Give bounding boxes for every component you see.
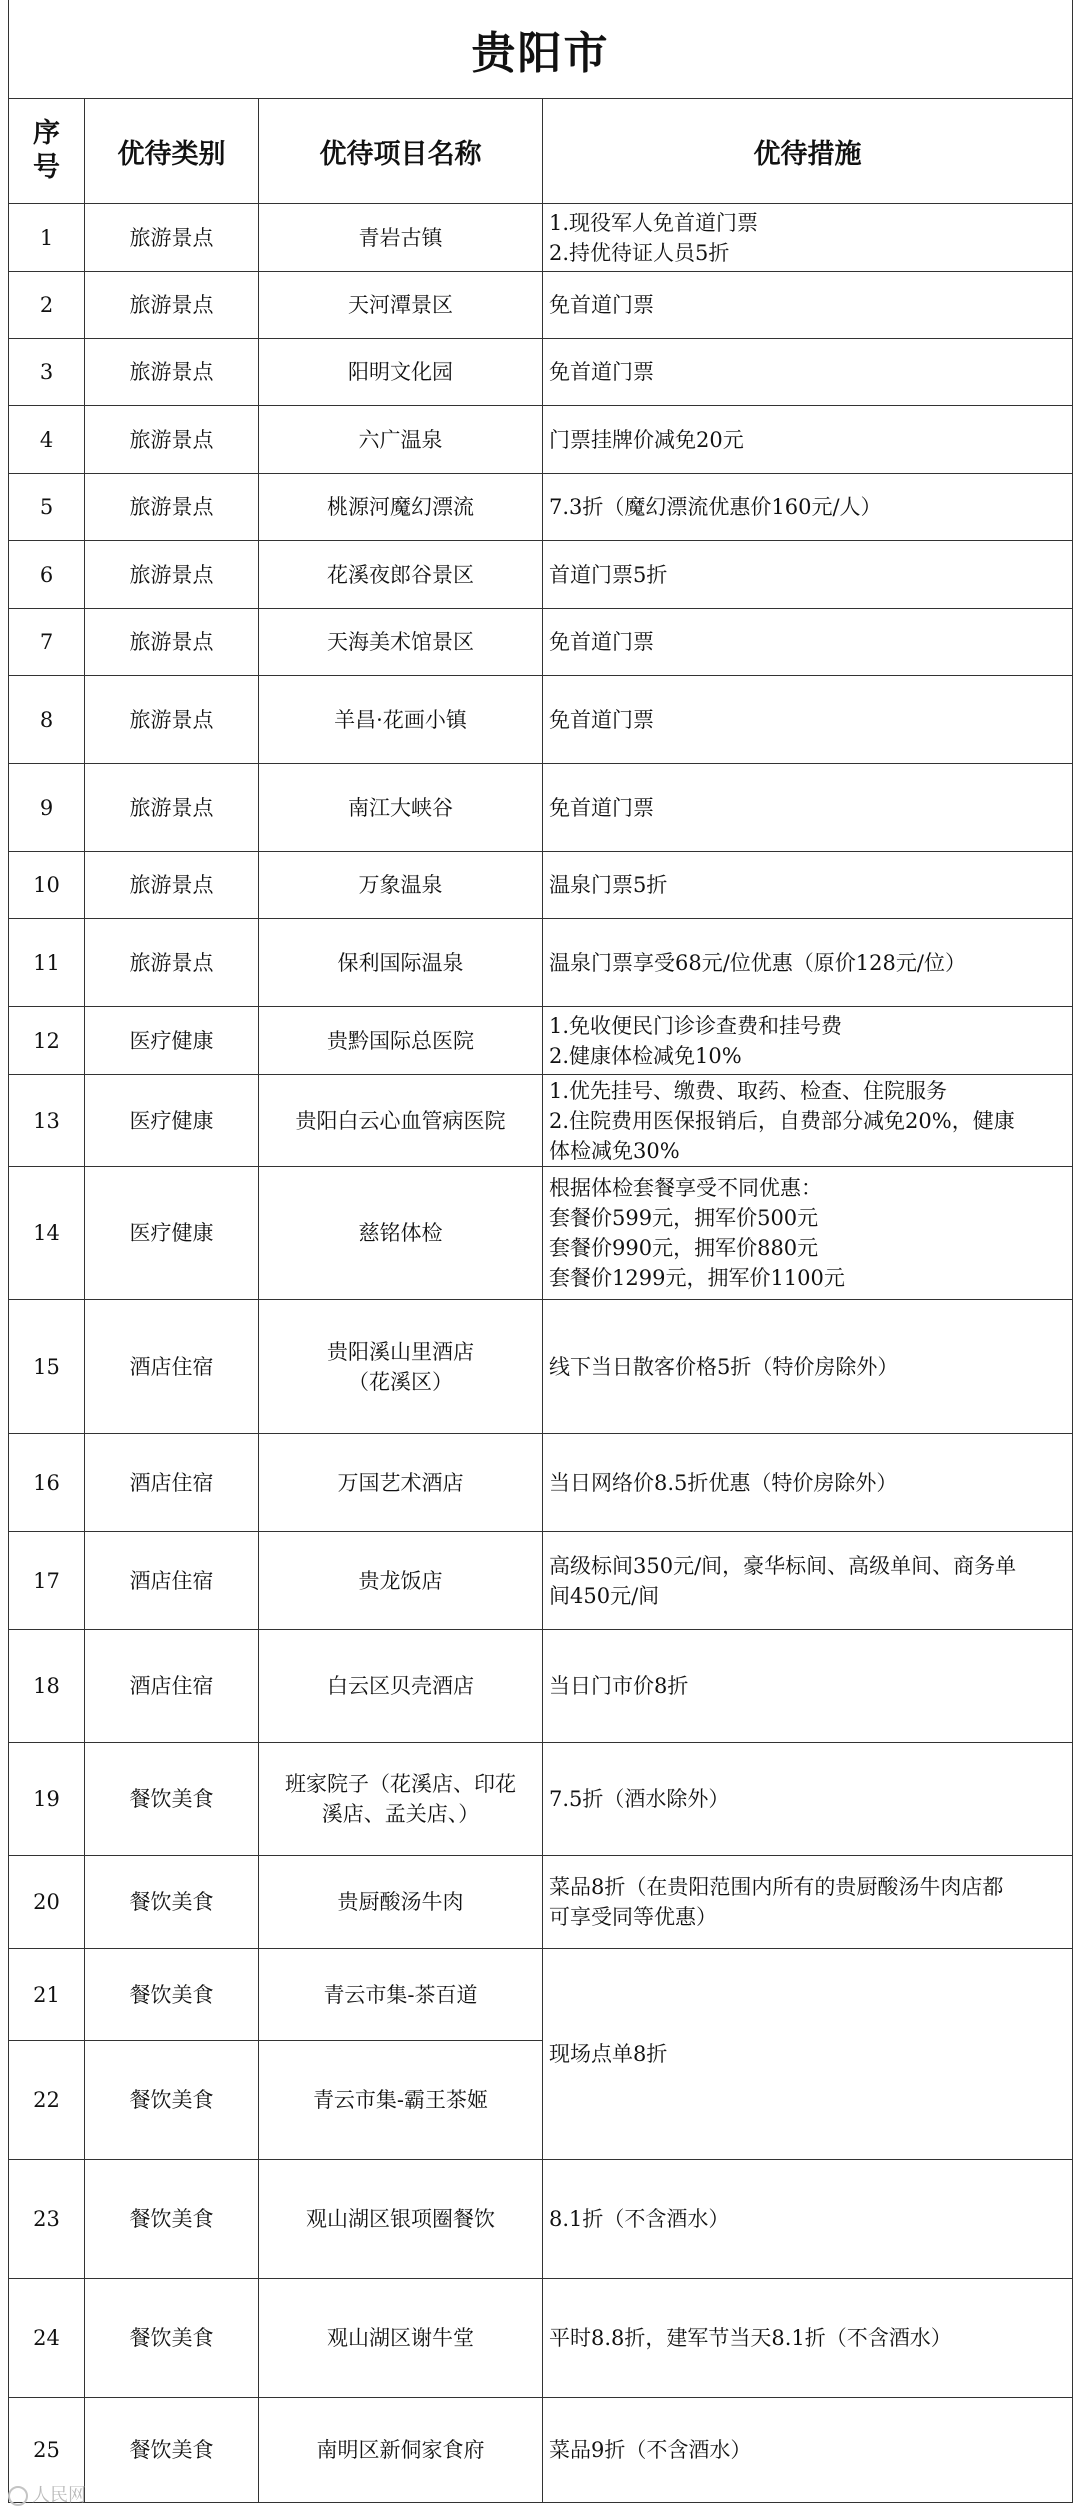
- project-line: 南明区新侗家食府: [316, 2438, 485, 2462]
- project-line: 万象温泉: [358, 873, 443, 897]
- header-seq-line1: 序: [33, 118, 60, 149]
- cell-seq: 14: [9, 1167, 85, 1300]
- page-title: 贵阳市: [9, 0, 1073, 99]
- measure-line: 高级标间350元/间，豪华标间、高级单间、商务单: [549, 1553, 1017, 1578]
- project-line: 青岩古镇: [358, 225, 443, 250]
- project-line: 慈铭体检: [358, 1221, 443, 1245]
- project-line: 贵阳白云心血管病医院: [295, 1108, 506, 1133]
- measure-line: 间450元/间: [549, 1583, 660, 1608]
- table-row: [9, 1007, 1073, 1075]
- cell-project: [259, 272, 543, 339]
- header-project: 优待项目名称: [259, 99, 543, 204]
- header-seq: [9, 99, 85, 204]
- table-row: [9, 852, 1073, 919]
- table-row: [9, 474, 1073, 541]
- cell-measures: [543, 2279, 1073, 2398]
- cell-measures: [543, 764, 1073, 852]
- cell-measures: [543, 339, 1073, 406]
- cell-project: [259, 406, 543, 474]
- cell-seq: 15: [9, 1300, 85, 1434]
- cell-category: 旅游景点: [85, 852, 259, 919]
- cell-category: 旅游景点: [85, 204, 259, 272]
- table-row: [9, 406, 1073, 474]
- project-line: 白云区贝壳酒店: [327, 1674, 474, 1698]
- table-body: [9, 204, 1073, 2503]
- project-line: 观山湖区银项圈餐饮: [306, 2207, 495, 2231]
- cell-seq: 7: [9, 609, 85, 676]
- measure-line: 温泉门票享受68元/位优惠（原价128元/位）: [549, 950, 966, 975]
- measure-line: 温泉门票5折: [549, 873, 668, 897]
- cell-project: [259, 1856, 543, 1949]
- table-row: [9, 204, 1073, 272]
- measure-line: 免首道门票: [549, 707, 654, 732]
- table-row: [9, 339, 1073, 406]
- table-row: [9, 1434, 1073, 1532]
- measure-line: 菜品9折（不含酒水）: [549, 2438, 752, 2462]
- cell-project: [259, 1007, 543, 1075]
- header-seq-line2: 号: [33, 152, 60, 183]
- measure-line: 2.健康体检减免10%: [549, 1043, 742, 1068]
- measure-line: 2.持优待证人员5折: [549, 240, 730, 265]
- project-line: 天海美术馆景区: [327, 630, 474, 654]
- cell-seq: 23: [9, 2160, 85, 2279]
- measure-line: 菜品8折（在贵阳范围内所有的贵厨酸汤牛肉店都: [549, 1875, 1004, 1899]
- project-line: 青云市集-霸王茶姬: [312, 2088, 489, 2112]
- cell-measures: [543, 1007, 1073, 1075]
- measure-line: 可享受同等优惠）: [549, 1905, 717, 1929]
- measure-line: 套餐价1299元，拥军价1100元: [549, 1266, 845, 1290]
- measure-line: 体检减免30%: [549, 1138, 680, 1163]
- table-row: [9, 1075, 1073, 1167]
- project-line: （花溪区）: [348, 1369, 453, 1394]
- project-line: 贵黔国际总医院: [327, 1028, 474, 1053]
- document: [8, 0, 1072, 2503]
- project-line: 观山湖区谢牛堂: [327, 2326, 474, 2350]
- cell-category: 旅游景点: [85, 919, 259, 1007]
- project-line: 贵阳溪山里酒店: [327, 1339, 474, 1364]
- cell-project: [259, 2160, 543, 2279]
- cell-seq: 20: [9, 1856, 85, 1949]
- cell-project: [259, 1532, 543, 1630]
- cell-measures: [543, 272, 1073, 339]
- cell-measures: [543, 2160, 1073, 2279]
- cell-seq: 4: [9, 406, 85, 474]
- project-line: 贵龙饭店: [358, 1568, 443, 1593]
- cell-project: [259, 2279, 543, 2398]
- header-category: 优待类别: [85, 99, 259, 204]
- cell-measures: [543, 1949, 1073, 2160]
- cell-project: [259, 1075, 543, 1167]
- cell-measures: [543, 1856, 1073, 1949]
- cell-project: [259, 764, 543, 852]
- measure-line: 线下当日散客价格5折（特价房除外）: [549, 1354, 899, 1379]
- project-line: 桃源河魔幻漂流: [327, 495, 474, 519]
- cell-seq: 25: [9, 2398, 85, 2503]
- table-row: [9, 2160, 1073, 2279]
- cell-measures: [543, 1630, 1073, 1743]
- cell-seq: 17: [9, 1532, 85, 1630]
- cell-project: [259, 339, 543, 406]
- cell-category: 餐饮美食: [85, 2279, 259, 2398]
- measure-line: 平时8.8折，建军节当天8.1折（不含酒水）: [549, 2326, 952, 2350]
- cell-category: 医疗健康: [85, 1007, 259, 1075]
- cell-measures: [543, 852, 1073, 919]
- project-line: 羊昌·花画小镇: [334, 707, 467, 732]
- measure-line: 现场点单8折: [549, 2042, 668, 2066]
- project-line: 六广温泉: [358, 427, 443, 452]
- cell-seq: 18: [9, 1630, 85, 1743]
- table-row: [9, 1949, 1073, 2041]
- cell-category: 旅游景点: [85, 474, 259, 541]
- measure-line: 免首道门票: [549, 795, 654, 820]
- cell-project: [259, 204, 543, 272]
- watermark: [8, 2481, 86, 2507]
- cell-seq: 3: [9, 339, 85, 406]
- preferential-table: [8, 0, 1073, 2503]
- project-line: 万国艺术酒店: [337, 1470, 464, 1495]
- cell-project: [259, 541, 543, 609]
- project-line: 花溪夜郎谷景区: [327, 562, 474, 587]
- title-row: [9, 0, 1073, 99]
- cell-measures: [543, 919, 1073, 1007]
- cell-category: 旅游景点: [85, 406, 259, 474]
- cell-project: [259, 1434, 543, 1532]
- measure-line: 1.现役军人免首道门票: [549, 210, 759, 235]
- cell-seq: 13: [9, 1075, 85, 1167]
- table-row: [9, 2279, 1073, 2398]
- cell-measures: [543, 1434, 1073, 1532]
- measure-line: 8.1折（不含酒水）: [549, 2207, 730, 2231]
- cell-category: 酒店住宿: [85, 1434, 259, 1532]
- cell-measures: [543, 474, 1073, 541]
- measure-line: 免首道门票: [549, 293, 654, 317]
- project-line: 班家院子（花溪店、印花: [285, 1772, 516, 1796]
- cell-measures: [543, 1075, 1073, 1167]
- cell-seq: 16: [9, 1434, 85, 1532]
- cell-measures: [543, 1532, 1073, 1630]
- cell-measures: [543, 204, 1073, 272]
- cell-measures: [543, 2398, 1073, 2503]
- cell-project: [259, 1167, 543, 1300]
- table-row: [9, 1743, 1073, 1856]
- cell-measures: [543, 676, 1073, 764]
- cell-seq: 5: [9, 474, 85, 541]
- measure-line: 门票挂牌价减免20元: [549, 427, 744, 452]
- cell-category: 餐饮美食: [85, 2160, 259, 2279]
- measure-line: 当日门市价8折: [549, 1674, 689, 1698]
- measure-line: 根据体检套餐享受不同优惠：: [549, 1176, 822, 1200]
- table-row: [9, 272, 1073, 339]
- cell-seq: 9: [9, 764, 85, 852]
- cell-project: [259, 2398, 543, 2503]
- measure-line: 免首道门票: [549, 360, 654, 384]
- measure-line: 7.5折（酒水除外）: [549, 1787, 730, 1811]
- cell-seq: 8: [9, 676, 85, 764]
- cell-category: 酒店住宿: [85, 1532, 259, 1630]
- cell-category: 旅游景点: [85, 541, 259, 609]
- watermark-text: 人民网: [32, 2485, 86, 2506]
- table-row: [9, 609, 1073, 676]
- table-row: [9, 1532, 1073, 1630]
- measure-line: 免首道门票: [549, 630, 654, 654]
- header-measures: 优待措施: [543, 99, 1073, 204]
- measure-line: 首道门票5折: [549, 562, 668, 587]
- cell-category: 旅游景点: [85, 676, 259, 764]
- cell-category: 旅游景点: [85, 339, 259, 406]
- cell-category: 旅游景点: [85, 272, 259, 339]
- cell-seq: 12: [9, 1007, 85, 1075]
- table-row: [9, 1856, 1073, 1949]
- cell-seq: 1: [9, 204, 85, 272]
- cell-project: [259, 676, 543, 764]
- project-line: 溪店、孟关店、）: [321, 1802, 480, 1826]
- measure-line: 1.免收便民门诊诊查费和挂号费: [549, 1013, 843, 1038]
- cell-project: [259, 1630, 543, 1743]
- cell-category: 医疗健康: [85, 1075, 259, 1167]
- measure-line: 套餐价599元，拥军价500元: [549, 1206, 819, 1230]
- cell-seq: 21: [9, 1949, 85, 2041]
- cell-category: 餐饮美食: [85, 2041, 259, 2160]
- cell-category: 酒店住宿: [85, 1630, 259, 1743]
- measure-line: 1.优先挂号、缴费、取药、检查、住院服务: [549, 1078, 948, 1103]
- table-row: [9, 1167, 1073, 1300]
- cell-measures: [543, 1167, 1073, 1300]
- cell-measures: [543, 609, 1073, 676]
- cell-measures: [543, 406, 1073, 474]
- cell-project: [259, 1743, 543, 1856]
- cell-measures: [543, 1743, 1073, 1856]
- measure-line: 当日网络价8.5折优惠（特价房除外）: [549, 1470, 898, 1495]
- cell-category: 餐饮美食: [85, 1743, 259, 1856]
- cell-measures: [543, 541, 1073, 609]
- table-row: [9, 676, 1073, 764]
- measure-line: 7.3折（魔幻漂流优惠价160元/人）: [549, 495, 882, 519]
- cell-category: 医疗健康: [85, 1167, 259, 1300]
- cell-category: 酒店住宿: [85, 1300, 259, 1434]
- table-row: [9, 2398, 1073, 2503]
- table-row: [9, 1300, 1073, 1434]
- measure-line: 2.住院费用医保报销后，自费部分减免20%，健康: [549, 1108, 1015, 1133]
- measure-line: 套餐价990元，拥军价880元: [549, 1236, 819, 1260]
- header-row: [9, 99, 1073, 204]
- project-line: 青云市集-茶百道: [323, 1982, 478, 2007]
- cell-category: 餐饮美食: [85, 1856, 259, 1949]
- table-row: [9, 919, 1073, 1007]
- cell-category: 旅游景点: [85, 609, 259, 676]
- cell-category: 旅游景点: [85, 764, 259, 852]
- project-line: 南江大峡谷: [348, 795, 453, 820]
- project-line: 阳明文化园: [348, 360, 453, 384]
- cell-seq: 10: [9, 852, 85, 919]
- cell-project: [259, 919, 543, 1007]
- table-row: [9, 764, 1073, 852]
- cell-category: 餐饮美食: [85, 2398, 259, 2503]
- cell-project: [259, 474, 543, 541]
- cell-seq: 24: [9, 2279, 85, 2398]
- table-row: [9, 1630, 1073, 1743]
- table-row: [9, 541, 1073, 609]
- cell-category: 餐饮美食: [85, 1949, 259, 2041]
- cell-seq: 22: [9, 2041, 85, 2160]
- cell-project: [259, 852, 543, 919]
- cell-seq: 6: [9, 541, 85, 609]
- project-line: 天河潭景区: [348, 293, 453, 317]
- watermark-logo-icon: [8, 2486, 28, 2506]
- cell-project: [259, 609, 543, 676]
- cell-seq: 2: [9, 272, 85, 339]
- cell-project: [259, 1949, 543, 2041]
- project-line: 保利国际温泉: [337, 950, 464, 975]
- cell-seq: 11: [9, 919, 85, 1007]
- cell-project: [259, 1300, 543, 1434]
- project-line: 贵厨酸汤牛肉: [337, 1890, 464, 1914]
- cell-project: [259, 2041, 543, 2160]
- cell-measures: [543, 1300, 1073, 1434]
- cell-seq: 19: [9, 1743, 85, 1856]
